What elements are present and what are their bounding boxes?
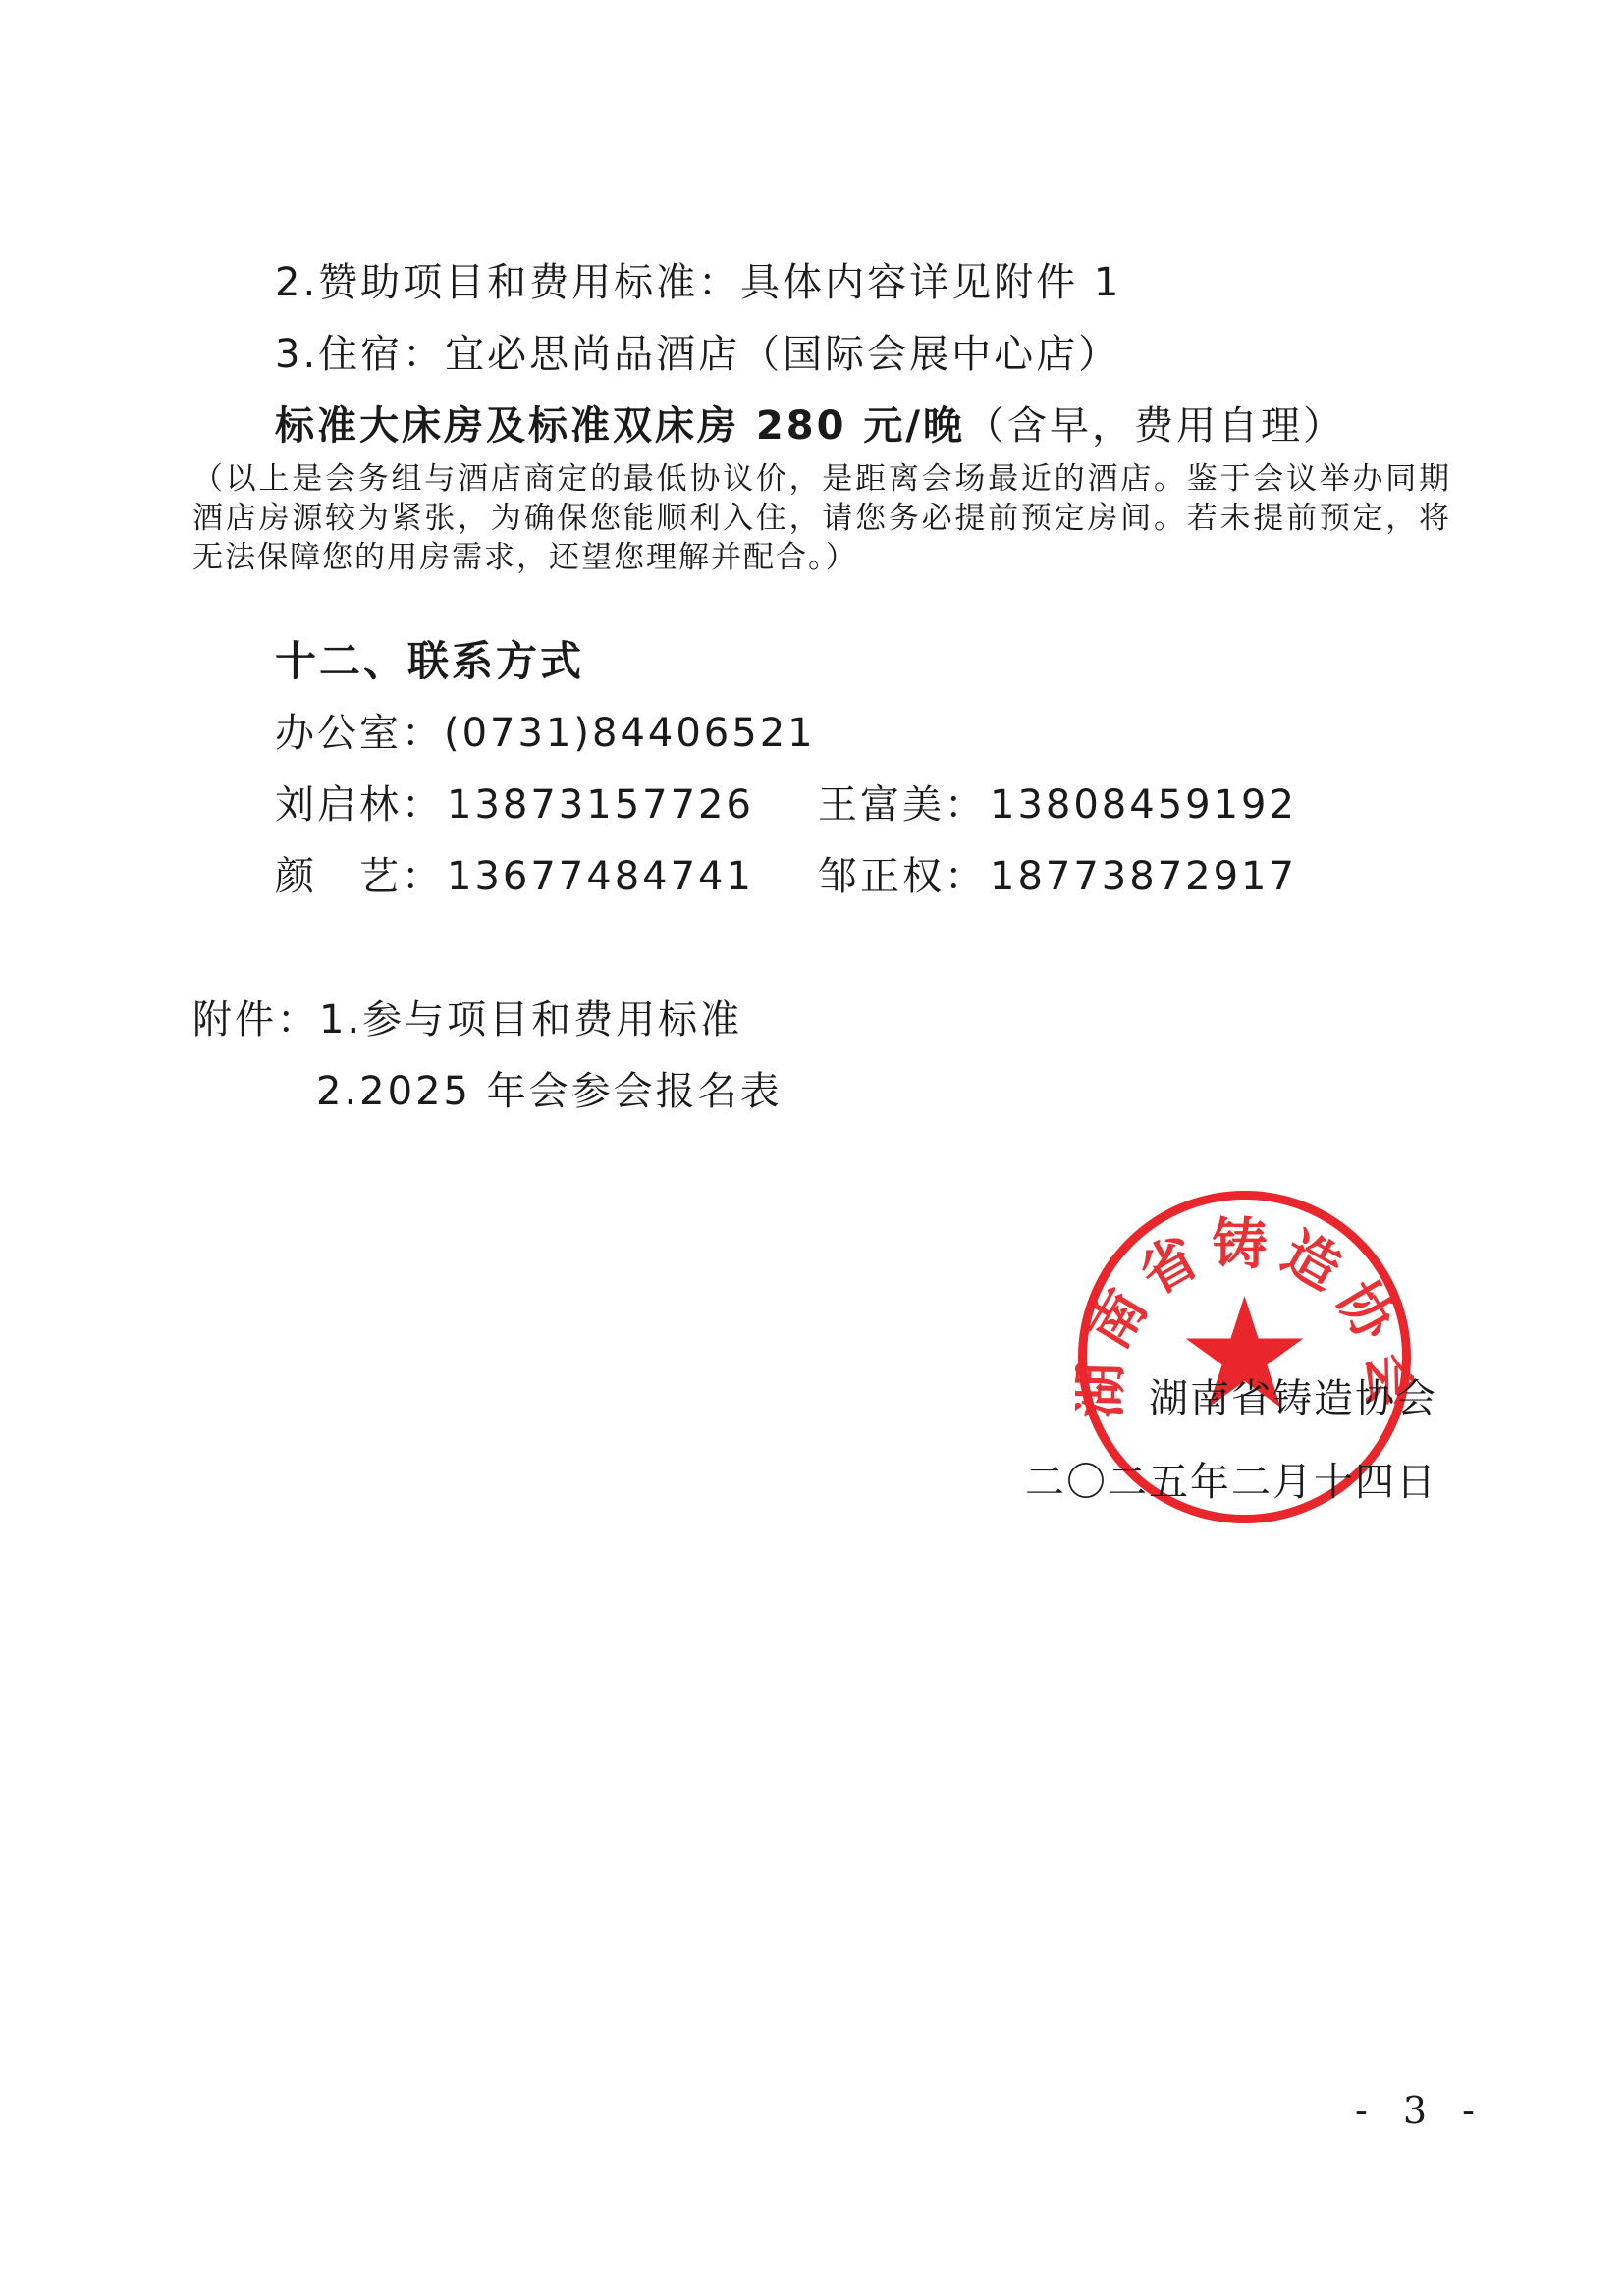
contact-name: 王富美： (818, 782, 987, 828)
contact-phone: 13677484741 (447, 854, 754, 899)
hotel-note: （以上是会务组与酒店商定的最低协议价，是距离会场最近的酒店。鉴于会议举办同期酒店房源较为紧张，为确保您能顺利入住，请您务必提前预定房间。若未提前预定，将无法保障您的用房需求，还望您理解并配合。） (192, 461, 1451, 575)
seal-text: 南省铸造协 (1076, 1211, 1413, 1360)
contact-row-2 (275, 853, 1297, 900)
contact-name: 刘启林： (275, 782, 444, 828)
signature-date: 二〇二五年二月十四日 (1025, 1460, 1437, 1505)
contact-row-1 (275, 781, 1297, 828)
lodging-item: 3.住宿：宜必思尚品酒店（国际会展中心店） (275, 332, 1121, 377)
room-rate-bold: 标准大床房及标准双床房 280 元/晚 (275, 403, 965, 449)
contact-phone: 13873157726 (447, 782, 754, 828)
office-phone: (0731)84406521 (444, 711, 816, 756)
office-row (275, 710, 816, 757)
attachments-label: 附件： (192, 997, 319, 1042)
signature-org: 湖南省铸造协会 (1149, 1376, 1437, 1421)
office-label: 办公室： (275, 711, 444, 756)
contact-phone: 13808459192 (990, 782, 1297, 828)
attachment-item: 2.2025 年会参会报名表 (316, 1069, 783, 1114)
contact-name: 颜 艺： (275, 854, 444, 899)
contact-phone: 18773872917 (990, 854, 1297, 899)
room-rate-note: （含早，费用自理） (964, 403, 1345, 449)
room-rate (275, 402, 1345, 450)
page-number: - 3 - (1355, 2089, 1488, 2132)
contact-name: 邹正权： (818, 854, 987, 899)
attachments-row-1 (192, 996, 742, 1043)
attachment-item: 1.参与项目和费用标准 (319, 997, 743, 1042)
sponsor-item: 2.赞助项目和费用标准：具体内容详见附件 1 (275, 260, 1122, 305)
contact-heading: 十二、联系方式 (275, 637, 585, 685)
